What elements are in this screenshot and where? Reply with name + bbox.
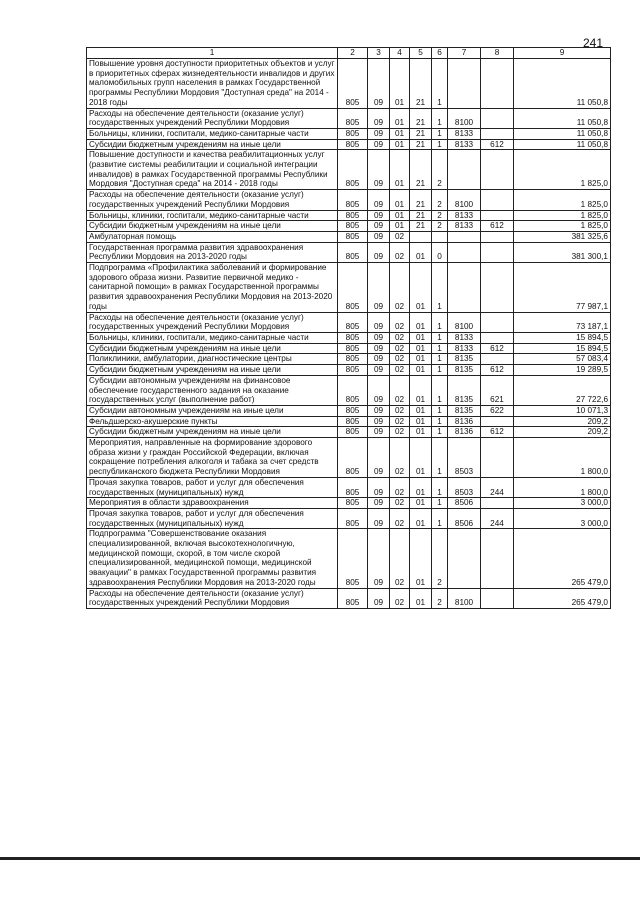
ministry-code-cell: 805 (338, 405, 368, 416)
subprogram-code-cell: 2 (432, 529, 448, 588)
row-name-cell: Подпрограмма «Профилактика заболеваний и формирование здорового образа жизни. Развитие первичной медико - санитарной помощи» в рамках Государственной программы развития здравоохранения Республики Мордовия на 2013-2020 годы (87, 263, 338, 313)
expense-type-cell: 612 (481, 365, 514, 376)
amount-cell: 15 894,5 (514, 332, 611, 343)
section-code-cell: 09 (368, 508, 390, 528)
subsection-code-cell: 01 (390, 210, 410, 221)
subprogram-code-cell: 1 (432, 438, 448, 478)
target-code-cell: 8133 (448, 221, 481, 232)
section-code-cell: 09 (368, 263, 390, 313)
column-header: 1 (87, 48, 338, 59)
section-code-cell: 09 (368, 529, 390, 588)
subsection-code-cell: 02 (390, 354, 410, 365)
column-header: 9 (514, 48, 611, 59)
table-row (87, 139, 611, 150)
program-code-cell: 01 (410, 427, 432, 438)
section-code-cell: 09 (368, 231, 390, 242)
expense-type-cell (481, 150, 514, 190)
column-header: 2 (338, 48, 368, 59)
table-row (87, 588, 611, 608)
amount-cell: 10 071,3 (514, 405, 611, 416)
subsection-code-cell: 01 (390, 108, 410, 128)
target-code-cell: 8135 (448, 365, 481, 376)
section-code-cell: 09 (368, 332, 390, 343)
target-code-cell: 8135 (448, 405, 481, 416)
program-code-cell: 21 (410, 108, 432, 128)
program-code-cell: 01 (410, 438, 432, 478)
table-row (87, 375, 611, 405)
row-name-cell: Субсидии бюджетным учреждениям на иные цели (87, 365, 338, 376)
amount-cell: 11 050,8 (514, 139, 611, 150)
ministry-code-cell: 805 (338, 343, 368, 354)
expense-type-cell: 621 (481, 375, 514, 405)
amount-cell: 57 083,4 (514, 354, 611, 365)
row-name-cell: Мероприятия, направленные на формирование здорового образа жизни у граждан Российской Федерации, включая сокращение потребления алкоголя и табака за счет средств республиканского бюджета Республики Мордовия (87, 438, 338, 478)
row-name-cell: Государственная программа развития здравоохранения Республики Мордовия на 2013-2020 годы (87, 242, 338, 262)
section-code-cell: 09 (368, 242, 390, 262)
ministry-code-cell: 805 (338, 59, 368, 109)
table-row (87, 108, 611, 128)
subsection-code-cell: 02 (390, 508, 410, 528)
ministry-code-cell: 805 (338, 375, 368, 405)
subsection-code-cell: 02 (390, 438, 410, 478)
section-code-cell: 09 (368, 477, 390, 497)
section-code-cell: 09 (368, 59, 390, 109)
amount-cell: 265 479,0 (514, 529, 611, 588)
subsection-code-cell: 01 (390, 190, 410, 210)
ministry-code-cell: 805 (338, 263, 368, 313)
section-code-cell: 09 (368, 221, 390, 232)
ministry-code-cell: 805 (338, 416, 368, 427)
target-code-cell (448, 242, 481, 262)
table-row (87, 438, 611, 478)
program-code-cell: 21 (410, 139, 432, 150)
ministry-code-cell: 805 (338, 242, 368, 262)
subsection-code-cell: 02 (390, 477, 410, 497)
expense-type-cell (481, 416, 514, 427)
target-code-cell: 8100 (448, 190, 481, 210)
expense-type-cell (481, 438, 514, 478)
target-code-cell: 8133 (448, 128, 481, 139)
target-code-cell: 8506 (448, 498, 481, 509)
amount-cell: 1 800,0 (514, 438, 611, 478)
row-name-cell: Субсидии бюджетным учреждениям на иные цели (87, 427, 338, 438)
table-row (87, 242, 611, 262)
ministry-code-cell: 805 (338, 588, 368, 608)
table-row (87, 312, 611, 332)
amount-cell: 19 289,5 (514, 365, 611, 376)
subsection-code-cell: 02 (390, 405, 410, 416)
subsection-code-cell: 02 (390, 312, 410, 332)
row-name-cell: Прочая закупка товаров, работ и услуг для обеспечения государственных (муниципальных) нужд (87, 477, 338, 497)
amount-cell: 73 187,1 (514, 312, 611, 332)
row-name-cell: Подпрограмма "Совершенствование оказания специализированной, включая высокотехнологичную, медицинской помощи, скорой, в том числе скорой специализированной, медицинской помощи, медицинской эвакуации" в рамках Государственной программы развития здравоохранения Республики Мордовия на 2013-2020 годы (87, 529, 338, 588)
ministry-code-cell: 805 (338, 312, 368, 332)
expense-type-cell (481, 312, 514, 332)
section-code-cell: 09 (368, 108, 390, 128)
ministry-code-cell: 805 (338, 108, 368, 128)
subprogram-code-cell: 1 (432, 427, 448, 438)
target-code-cell: 8135 (448, 375, 481, 405)
section-code-cell: 09 (368, 354, 390, 365)
row-name-cell: Мероприятия в области здравоохранения (87, 498, 338, 509)
subsection-code-cell: 02 (390, 529, 410, 588)
expense-type-cell: 612 (481, 427, 514, 438)
expense-type-cell (481, 59, 514, 109)
amount-cell: 3 000,0 (514, 498, 611, 509)
section-code-cell: 09 (368, 498, 390, 509)
subsection-code-cell: 02 (390, 343, 410, 354)
target-code-cell: 8503 (448, 477, 481, 497)
subsection-code-cell: 02 (390, 588, 410, 608)
target-code-cell: 8135 (448, 354, 481, 365)
ministry-code-cell: 805 (338, 210, 368, 221)
subprogram-code-cell: 1 (432, 312, 448, 332)
subprogram-code-cell (432, 231, 448, 242)
section-code-cell: 09 (368, 438, 390, 478)
table-row (87, 416, 611, 427)
section-code-cell: 09 (368, 150, 390, 190)
table-row (87, 221, 611, 232)
target-code-cell: 8503 (448, 438, 481, 478)
column-header: 7 (448, 48, 481, 59)
subprogram-code-cell: 2 (432, 210, 448, 221)
subsection-code-cell: 01 (390, 128, 410, 139)
subprogram-code-cell: 0 (432, 242, 448, 262)
amount-cell: 1 825,0 (514, 210, 611, 221)
section-code-cell: 09 (368, 312, 390, 332)
column-header: 8 (481, 48, 514, 59)
target-code-cell: 8100 (448, 108, 481, 128)
program-code-cell: 01 (410, 332, 432, 343)
subprogram-code-cell: 1 (432, 332, 448, 343)
row-name-cell: Субсидии бюджетным учреждениям на иные цели (87, 343, 338, 354)
table-row (87, 343, 611, 354)
ministry-code-cell: 805 (338, 438, 368, 478)
subprogram-code-cell: 1 (432, 354, 448, 365)
section-code-cell: 09 (368, 416, 390, 427)
program-code-cell: 01 (410, 498, 432, 509)
program-code-cell: 01 (410, 312, 432, 332)
amount-cell: 381 300,1 (514, 242, 611, 262)
program-code-cell: 21 (410, 190, 432, 210)
subsection-code-cell: 02 (390, 427, 410, 438)
program-code-cell: 01 (410, 242, 432, 262)
ministry-code-cell: 805 (338, 529, 368, 588)
ministry-code-cell: 805 (338, 477, 368, 497)
expense-type-cell (481, 190, 514, 210)
section-code-cell: 09 (368, 128, 390, 139)
program-code-cell: 01 (410, 405, 432, 416)
ministry-code-cell: 805 (338, 231, 368, 242)
program-code-cell: 01 (410, 263, 432, 313)
table-header-row (87, 48, 611, 59)
subsection-code-cell: 02 (390, 375, 410, 405)
section-code-cell: 09 (368, 405, 390, 416)
table-row (87, 477, 611, 497)
expense-type-cell (481, 128, 514, 139)
column-header: 5 (410, 48, 432, 59)
program-code-cell: 01 (410, 529, 432, 588)
row-name-cell: Фельдшерско-акушерские пункты (87, 416, 338, 427)
subsection-code-cell: 02 (390, 231, 410, 242)
amount-cell: 265 479,0 (514, 588, 611, 608)
expense-type-cell: 612 (481, 139, 514, 150)
subprogram-code-cell: 1 (432, 128, 448, 139)
table-row (87, 332, 611, 343)
subsection-code-cell: 02 (390, 242, 410, 262)
amount-cell: 11 050,8 (514, 59, 611, 109)
subprogram-code-cell: 2 (432, 190, 448, 210)
program-code-cell: 21 (410, 221, 432, 232)
subsection-code-cell: 01 (390, 150, 410, 190)
program-code-cell (410, 231, 432, 242)
expense-type-cell: 612 (481, 221, 514, 232)
target-code-cell: 8133 (448, 139, 481, 150)
table-row (87, 529, 611, 588)
program-code-cell: 01 (410, 365, 432, 376)
amount-cell: 27 722,6 (514, 375, 611, 405)
amount-cell: 381 325,6 (514, 231, 611, 242)
table-row (87, 190, 611, 210)
table-row (87, 405, 611, 416)
amount-cell: 11 050,8 (514, 128, 611, 139)
program-code-cell: 01 (410, 508, 432, 528)
expense-type-cell (481, 242, 514, 262)
amount-cell: 1 825,0 (514, 150, 611, 190)
target-code-cell: 8100 (448, 312, 481, 332)
program-code-cell: 01 (410, 343, 432, 354)
row-name-cell: Субсидии автономным учреждениям на финансовое обеспечение государственного задания на оказание государственных услуг (выполнение работ) (87, 375, 338, 405)
row-name-cell: Прочая закупка товаров, работ и услуг для обеспечения государственных (муниципальных) нужд (87, 508, 338, 528)
amount-cell: 3 000,0 (514, 508, 611, 528)
amount-cell: 77 987,1 (514, 263, 611, 313)
row-name-cell: Расходы на обеспечение деятельности (оказание услуг) государственных учреждений Республики Мордовия (87, 108, 338, 128)
table-row (87, 427, 611, 438)
subprogram-code-cell: 1 (432, 416, 448, 427)
program-code-cell: 01 (410, 375, 432, 405)
subsection-code-cell: 01 (390, 139, 410, 150)
page-bottom-rule (0, 857, 640, 860)
ministry-code-cell: 805 (338, 150, 368, 190)
row-name-cell: Субсидии бюджетным учреждениям на иные цели (87, 221, 338, 232)
subprogram-code-cell: 1 (432, 405, 448, 416)
expense-type-cell: 244 (481, 508, 514, 528)
program-code-cell: 21 (410, 128, 432, 139)
subprogram-code-cell: 1 (432, 59, 448, 109)
section-code-cell: 09 (368, 210, 390, 221)
expense-type-cell (481, 498, 514, 509)
row-name-cell: Расходы на обеспечение деятельности (оказание услуг) государственных учреждений Республики Мордовия (87, 588, 338, 608)
table-row (87, 59, 611, 109)
amount-cell: 1 825,0 (514, 190, 611, 210)
program-code-cell: 01 (410, 477, 432, 497)
row-name-cell: Расходы на обеспечение деятельности (оказание услуг) государственных учреждений Республики Мордовия (87, 190, 338, 210)
amount-cell: 209,2 (514, 416, 611, 427)
budget-table (86, 47, 611, 609)
ministry-code-cell: 805 (338, 190, 368, 210)
target-code-cell: 8133 (448, 332, 481, 343)
column-header: 6 (432, 48, 448, 59)
program-code-cell: 21 (410, 59, 432, 109)
target-code-cell (448, 529, 481, 588)
amount-cell: 15 894,5 (514, 343, 611, 354)
subprogram-code-cell: 1 (432, 365, 448, 376)
page-number: 241 (583, 36, 604, 50)
ministry-code-cell: 805 (338, 427, 368, 438)
column-header: 4 (390, 48, 410, 59)
subprogram-code-cell: 1 (432, 498, 448, 509)
program-code-cell: 21 (410, 210, 432, 221)
subsection-code-cell: 01 (390, 59, 410, 109)
section-code-cell: 09 (368, 365, 390, 376)
table-row (87, 231, 611, 242)
ministry-code-cell: 805 (338, 498, 368, 509)
amount-cell: 209,2 (514, 427, 611, 438)
row-name-cell: Субсидии автономным учреждениям на иные цели (87, 405, 338, 416)
target-code-cell (448, 150, 481, 190)
table-row (87, 150, 611, 190)
program-code-cell: 01 (410, 588, 432, 608)
expense-type-cell (481, 210, 514, 221)
section-code-cell: 09 (368, 343, 390, 354)
row-name-cell: Субсидии бюджетным учреждениям на иные цели (87, 139, 338, 150)
subprogram-code-cell: 1 (432, 108, 448, 128)
subsection-code-cell: 02 (390, 416, 410, 427)
target-code-cell: 8136 (448, 416, 481, 427)
column-header: 3 (368, 48, 390, 59)
expense-type-cell: 612 (481, 343, 514, 354)
ministry-code-cell: 805 (338, 354, 368, 365)
subprogram-code-cell: 1 (432, 508, 448, 528)
expense-type-cell: 622 (481, 405, 514, 416)
amount-cell: 11 050,8 (514, 108, 611, 128)
subprogram-code-cell: 2 (432, 150, 448, 190)
section-code-cell: 09 (368, 139, 390, 150)
target-code-cell: 8100 (448, 588, 481, 608)
subprogram-code-cell: 1 (432, 343, 448, 354)
row-name-cell: Амбулаторная помощь (87, 231, 338, 242)
expense-type-cell (481, 354, 514, 365)
row-name-cell: Больницы, клиники, госпитали, медико-санитарные части (87, 332, 338, 343)
subsection-code-cell: 02 (390, 498, 410, 509)
ministry-code-cell: 805 (338, 508, 368, 528)
section-code-cell: 09 (368, 427, 390, 438)
ministry-code-cell: 805 (338, 332, 368, 343)
expense-type-cell (481, 588, 514, 608)
row-name-cell: Повышение доступности и качества реабилитационных услуг (развитие системы реабилитации и социальной интеграции инвалидов) в рамках Государственной программы Республики Мордовия "Доступная среда" на 2014 - 2018 годы (87, 150, 338, 190)
row-name-cell: Больницы, клиники, госпитали, медико-санитарные части (87, 128, 338, 139)
row-name-cell: Повышение уровня доступности приоритетных объектов и услуг в приоритетных сферах жизнедеятельности инвалидов и других маломобильных групп населения в рамках Государственной программы Республики Мордовия "Доступная среда" на 2014 - 2018 годы (87, 59, 338, 109)
amount-cell: 1 800,0 (514, 477, 611, 497)
table-row (87, 128, 611, 139)
section-code-cell: 09 (368, 375, 390, 405)
subsection-code-cell: 01 (390, 221, 410, 232)
target-code-cell (448, 263, 481, 313)
expense-type-cell (481, 332, 514, 343)
section-code-cell: 09 (368, 190, 390, 210)
expense-type-cell (481, 529, 514, 588)
table-row (87, 354, 611, 365)
subsection-code-cell: 02 (390, 332, 410, 343)
row-name-cell: Больницы, клиники, госпитали, медико-санитарные части (87, 210, 338, 221)
row-name-cell: Поликлиники, амбулатории, диагностические центры (87, 354, 338, 365)
ministry-code-cell: 805 (338, 139, 368, 150)
section-code-cell: 09 (368, 588, 390, 608)
table-row (87, 365, 611, 376)
expense-type-cell: 244 (481, 477, 514, 497)
program-code-cell: 21 (410, 150, 432, 190)
amount-cell: 1 825,0 (514, 221, 611, 232)
subprogram-code-cell: 2 (432, 588, 448, 608)
table-row (87, 508, 611, 528)
target-code-cell: 8136 (448, 427, 481, 438)
subsection-code-cell: 02 (390, 365, 410, 376)
table-row (87, 498, 611, 509)
target-code-cell: 8133 (448, 343, 481, 354)
expense-type-cell (481, 263, 514, 313)
subsection-code-cell: 02 (390, 263, 410, 313)
target-code-cell: 8506 (448, 508, 481, 528)
subprogram-code-cell: 2 (432, 221, 448, 232)
target-code-cell (448, 231, 481, 242)
subprogram-code-cell: 1 (432, 375, 448, 405)
program-code-cell: 01 (410, 354, 432, 365)
table-row (87, 263, 611, 313)
ministry-code-cell: 805 (338, 128, 368, 139)
target-code-cell (448, 59, 481, 109)
ministry-code-cell: 805 (338, 365, 368, 376)
target-code-cell: 8133 (448, 210, 481, 221)
row-name-cell: Расходы на обеспечение деятельности (оказание услуг) государственных учреждений Республики Мордовия (87, 312, 338, 332)
program-code-cell: 01 (410, 416, 432, 427)
ministry-code-cell: 805 (338, 221, 368, 232)
expense-type-cell (481, 231, 514, 242)
table-row (87, 210, 611, 221)
subprogram-code-cell: 1 (432, 139, 448, 150)
subprogram-code-cell: 1 (432, 477, 448, 497)
expense-type-cell (481, 108, 514, 128)
subprogram-code-cell: 1 (432, 263, 448, 313)
